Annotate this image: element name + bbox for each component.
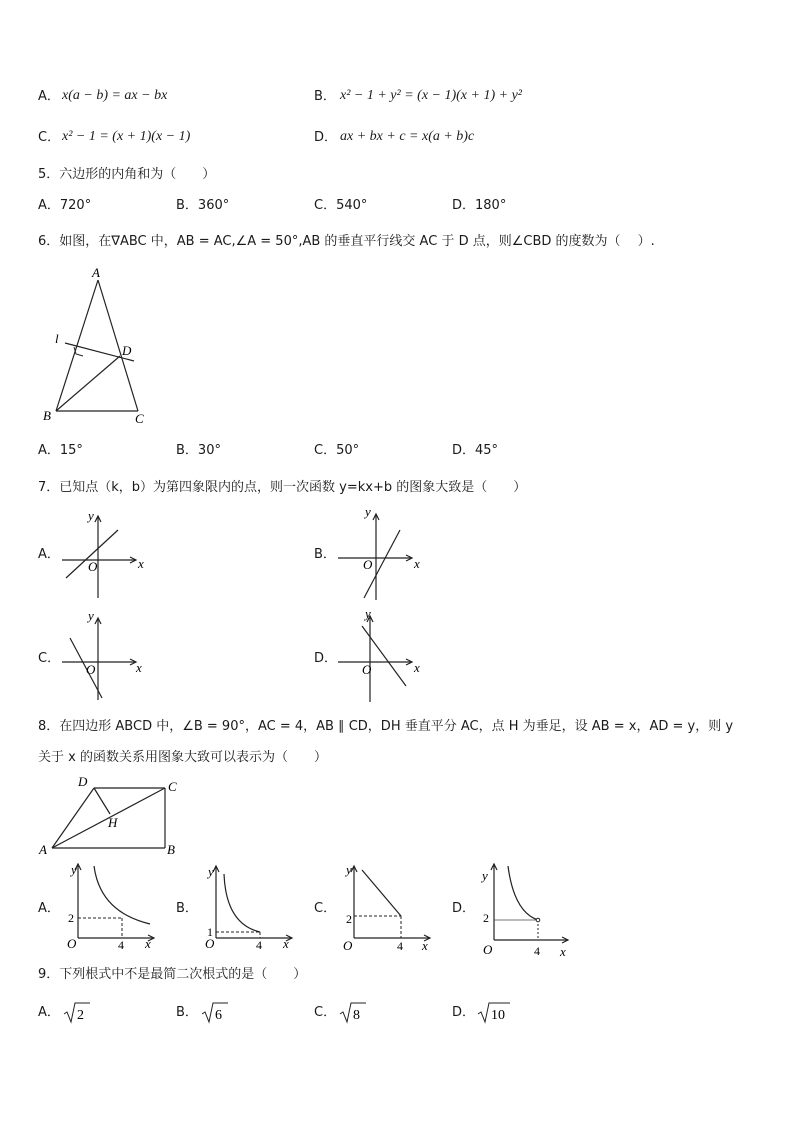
q9-radical-a [62, 1000, 92, 1026]
q7-graph-c [62, 610, 152, 702]
svg-text:x: x [138, 556, 144, 571]
q6-label-b: B [43, 408, 51, 423]
q6-stem: 6．如图，在∇ABC 中，AB = AC,∠A = 50°,AB 的垂直平行线交 AC 于 D 点，则∠CBD 的度数为（ ）. [38, 234, 655, 249]
q8-a-y-mark: 2 [68, 911, 74, 925]
q6-label-a: A [92, 265, 100, 280]
svg-text:y: y [482, 868, 488, 883]
q4-option-d-expression: ax + bx + c = x(a + b)c [340, 129, 475, 144]
q7-stem: 7．已知点（k，b）为第四象限内的点，则一次函数 y=kx+b 的图象大致是（ ） [38, 480, 527, 495]
q8-graph-a [64, 858, 164, 950]
svg-text:O: O [363, 557, 373, 572]
svg-text:10: 10 [491, 1008, 505, 1023]
q8-line-c [362, 870, 401, 916]
q5-option-a: A．720° [38, 198, 92, 213]
q9-option-b-letter: B． [176, 1005, 198, 1020]
svg-text:y: y [365, 606, 371, 621]
q4-option-c-letter: C． [38, 130, 61, 145]
svg-text:y: y [365, 504, 371, 519]
q6-label-l: l [55, 331, 59, 346]
q6-right-angle-mark [74, 347, 83, 356]
q5-stem: 5．六边形的内角和为（ ） [38, 167, 216, 182]
q7-option-b: B． [314, 547, 336, 562]
svg-text:y: y [71, 862, 77, 877]
q4-option-c-expression: x² − 1 = (x + 1)(x − 1) [62, 129, 191, 144]
q8-label-c: C [168, 779, 177, 794]
q8-label-a: A [39, 842, 47, 857]
svg-text:y: y [346, 862, 352, 877]
q6-label-d: D [122, 343, 132, 358]
svg-text:x: x [422, 938, 428, 953]
svg-text:O: O [343, 938, 353, 953]
svg-text:2: 2 [77, 1008, 84, 1023]
q8-quadrilateral-figure [38, 774, 188, 858]
svg-text:y: y [208, 864, 214, 879]
q5-option-c: C．540° [314, 198, 368, 213]
q7-graph-d [338, 608, 428, 704]
q8-b-y-mark: 1 [207, 925, 213, 939]
q7-graph-b [338, 506, 428, 602]
q7-option-a: A． [38, 547, 60, 562]
q8-label-b: B [167, 842, 175, 857]
svg-text:x: x [414, 556, 420, 571]
q6-triangle-figure [38, 265, 158, 425]
q7-line-d [362, 626, 406, 686]
q8-stem-line1: 8．在四边形 ABCD 中，∠B = 90°，AC = 4，AB ∥ CD，DH 垂直平分 AC，点 H 为垂足，设 AB = x，AD = y，则 y [38, 719, 734, 734]
q8-option-b: B． [176, 901, 198, 916]
q8-graph-d [478, 858, 578, 958]
svg-text:x: x [136, 660, 142, 675]
svg-text:y: y [88, 608, 94, 623]
q8-graph-c [340, 860, 440, 952]
q5-option-d: D．180° [452, 198, 507, 213]
svg-text:O: O [88, 559, 98, 574]
q8-d-x-mark: 4 [534, 944, 540, 958]
q4-option-d-letter: D． [314, 130, 338, 145]
svg-text:O: O [362, 662, 372, 677]
svg-text:O: O [205, 936, 215, 951]
svg-text:y: y [88, 508, 94, 523]
q8-option-d: D． [452, 901, 476, 916]
q8-curve-a [94, 866, 150, 924]
q4-option-b-expression: x² − 1 + y² = (x − 1)(x + 1) + y² [340, 88, 522, 103]
svg-text:x: x [283, 936, 289, 951]
q7-graph-a [62, 508, 152, 600]
q8-c-x-mark: 4 [397, 939, 403, 953]
q6-option-c: C．50° [314, 443, 360, 458]
q9-option-d-letter: D． [452, 1005, 476, 1020]
q8-b-x-mark: 4 [256, 938, 262, 952]
q9-radical-b [200, 1000, 230, 1026]
q8-a-x-mark: 4 [118, 938, 124, 952]
q7-option-c: C． [38, 651, 61, 666]
svg-text:x: x [560, 944, 566, 959]
q4-option-a-letter: A． [38, 89, 60, 104]
q7-option-d: D． [314, 651, 338, 666]
q9-option-c-letter: C． [314, 1005, 337, 1020]
q6-option-b: B．30° [176, 443, 221, 458]
q6-option-d: D．45° [452, 443, 499, 458]
svg-text:x: x [414, 660, 420, 675]
q8-label-h: H [108, 815, 118, 830]
q8-curve-d [508, 866, 538, 920]
q6-side-ac [98, 280, 138, 411]
svg-text:6: 6 [215, 1008, 222, 1023]
q8-curve-b [224, 874, 260, 932]
q6-option-a: A．15° [38, 443, 83, 458]
q5-option-b: B．360° [176, 198, 230, 213]
svg-text:O: O [86, 662, 96, 677]
svg-text:O: O [483, 942, 493, 957]
q8-open-point-d [536, 918, 540, 922]
q9-option-a-letter: A． [38, 1005, 60, 1020]
q8-graph-b [202, 860, 302, 952]
svg-text:8: 8 [353, 1008, 360, 1023]
q9-radical-c [338, 1000, 368, 1026]
q8-c-y-mark: 2 [346, 912, 352, 926]
q9-radical-d [476, 1000, 512, 1026]
q6-segment-bd [56, 356, 120, 411]
q4-option-a-expression: x(a − b) = ax − bx [62, 88, 168, 103]
q8-stem-line2: 关于 x 的函数关系用图象大致可以表示为（ ） [38, 750, 327, 765]
q4-option-b-letter: B． [314, 89, 336, 104]
svg-text:x: x [145, 936, 151, 951]
q8-label-d: D [78, 774, 88, 789]
q8-option-a: A． [38, 901, 60, 916]
svg-text:O: O [67, 936, 77, 951]
q8-option-c: C． [314, 901, 337, 916]
q6-side-ab [56, 280, 98, 411]
q8-d-y-mark: 2 [483, 911, 489, 925]
q9-stem: 9．下列根式中不是最简二次根式的是（ ） [38, 967, 307, 982]
q6-label-c: C [135, 411, 144, 426]
